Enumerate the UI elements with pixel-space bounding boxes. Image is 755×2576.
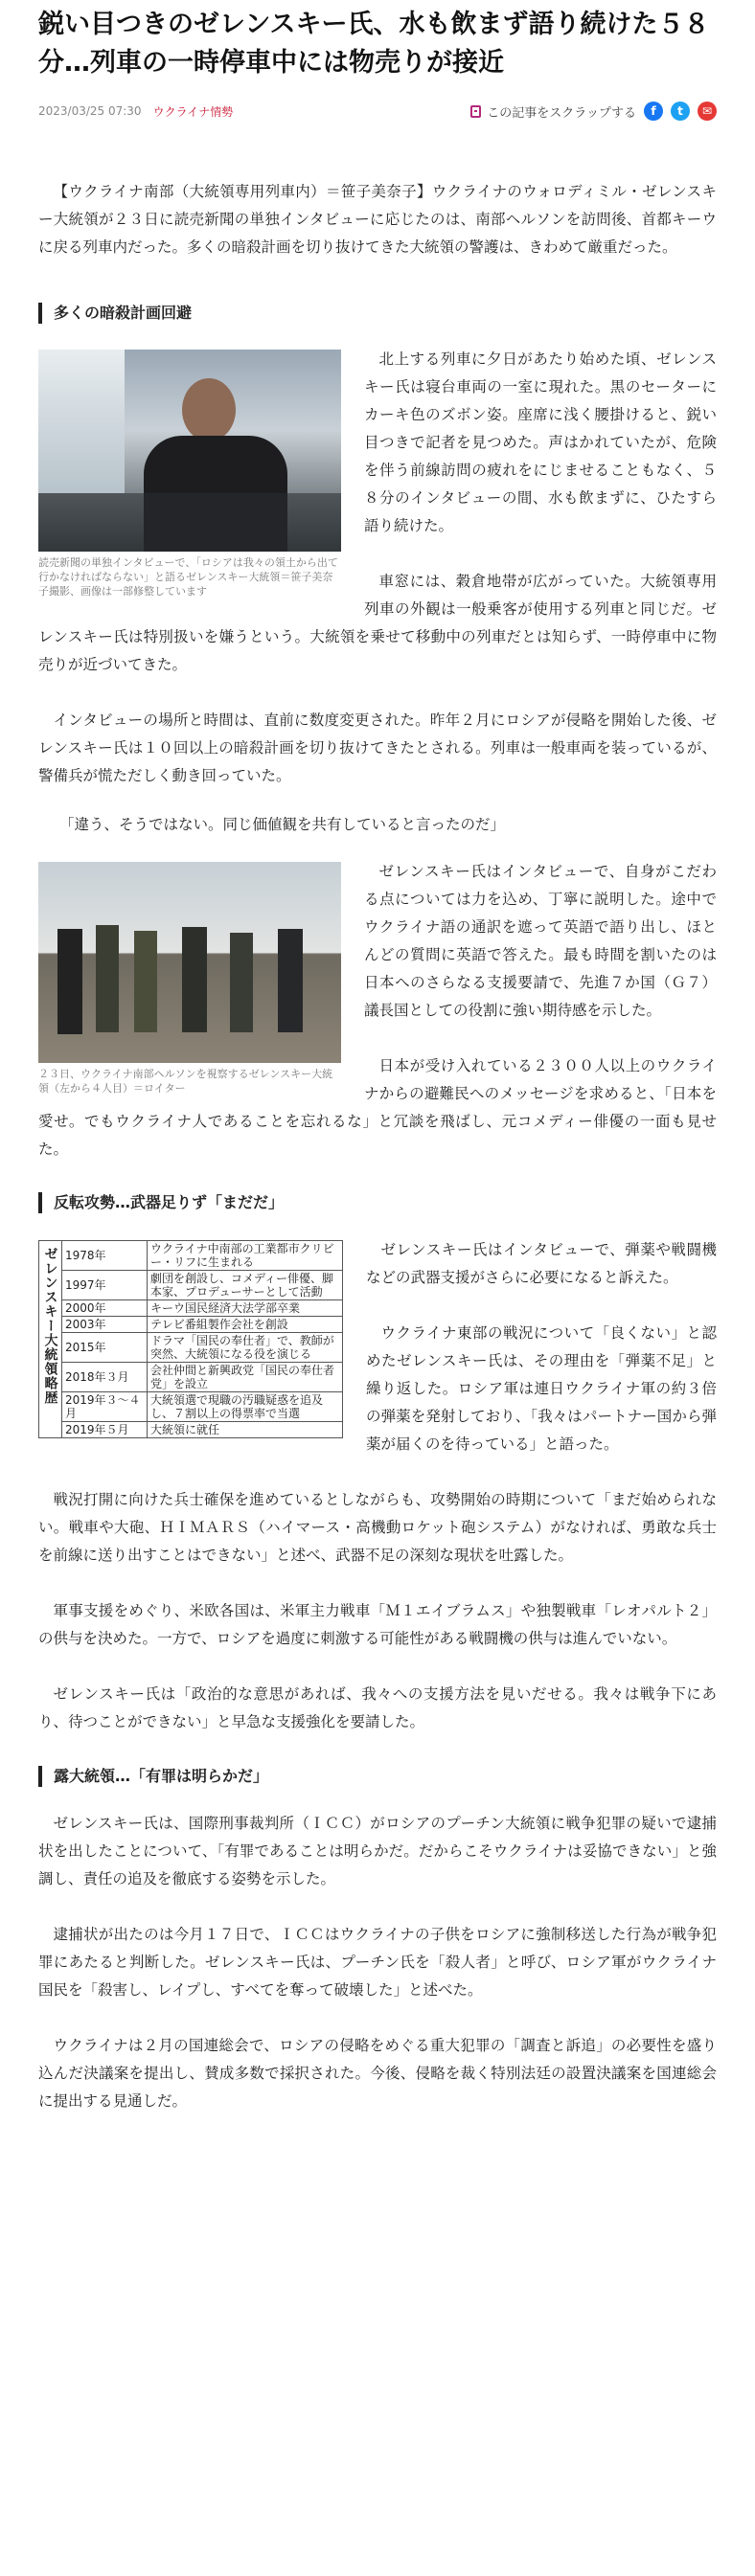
career-row	[62, 1422, 343, 1438]
kherson-photo-figure	[38, 862, 341, 1096]
section1-paragraph-3: インタビューの場所と時間は、直前に数度変更された。昨年２月にロシアが侵略を開始した後、ゼレンスキー氏は１０回以上の暗殺計画を切り抜けてきたとされる。列車は一般車両を装っているが、警備兵が慌ただしく動き回っていた。	[38, 712, 717, 784]
section2-paragraph-5: ゼレンスキー氏は「政治的な意思があれば、我々への支援方法を見いだせる。我々は戦争下にあり、待つことができない」と早急な支援強化を要請した。	[38, 1685, 717, 1730]
kherson-photo[interactable]	[38, 862, 341, 1063]
lead-paragraph: 【ウクライナ南部（大統領専用列車内）＝笹子美奈子】ウクライナのウォロディミル・ゼレンスキー大統領が２３日に読売新聞の単独インタビューに応じたのは、南部ヘルソンを訪問後、首都キーウに戻る列車内だった。多くの暗殺計画を切り抜けてきた大統領の警護は、きわめて厳重だった。	[38, 183, 717, 256]
career-table-wrap	[38, 1240, 343, 1438]
kherson-photo-caption: ２３日、ウクライナ南部ヘルソンを視察するゼレンスキー大統領（左から４人目）＝ロイター	[38, 1068, 333, 1095]
career-table	[61, 1240, 343, 1438]
bookmark-icon	[470, 105, 481, 118]
career-row	[62, 1300, 343, 1317]
scrap-button[interactable]	[470, 102, 636, 121]
career-table-body	[62, 1241, 343, 1438]
section2-paragraph-1: ゼレンスキー氏はインタビューで、弾薬や戦闘機などの武器支援がさらに必要になると訴えた。	[366, 1241, 717, 1286]
career-row	[62, 1363, 343, 1392]
career-event: 劇団を創設し、コメディー俳優、脚本家、プロデューサーとして活動	[148, 1271, 343, 1300]
category-link[interactable]: ウクライナ情勢	[152, 104, 234, 119]
article-title: 鋭い目つきのゼレンスキー氏、水も飲まず語り続けた５８分…列車の一時停車中には物売りが接近	[38, 10, 710, 78]
photo-person-head	[182, 378, 236, 441]
section2-block	[38, 1236, 717, 1736]
career-row	[62, 1392, 343, 1422]
section-heading-putin: 露大統領…「有罪は明らかだ」	[38, 1766, 717, 1787]
section3-paragraph-2: 逮捕状が出たのは今月１７日で、ＩＣＣはウクライナの子供をロシアに強制移送した行為が戦争犯罪にあたると判断した。ゼレンスキー氏は、プーチン氏を「殺人者」と呼び、ロシア軍がウクライナ国民を「殺害し、レイプし、すべてを奪って破壊した」と述べた。	[38, 1926, 717, 1999]
photo-figure-4	[182, 927, 207, 1032]
photo-figure-6	[278, 929, 303, 1032]
career-row	[62, 1271, 343, 1300]
section-heading-weapons: 反転攻勢…武器足りず「まだだ」	[38, 1192, 717, 1213]
scrap-label: この記事をスクラップする	[487, 105, 636, 121]
photo-window	[38, 350, 125, 493]
twitter-icon[interactable]: t	[671, 102, 690, 121]
photo-figure-5	[230, 933, 253, 1032]
section1-block	[38, 346, 717, 790]
interview-photo-figure	[38, 350, 341, 599]
career-year: 2015年	[62, 1333, 148, 1363]
career-row	[62, 1333, 343, 1363]
photo-figure-2	[96, 925, 119, 1032]
career-box	[38, 1240, 343, 1438]
career-row	[62, 1241, 343, 1271]
career-event: 会社仲間と新興政党「国民の奉仕者党」を設立	[148, 1363, 343, 1392]
section1-paragraph-5: 日本が受け入れている２３００人以上のウクライナからの避難民へのメッセージを求めると、「日本を愛せ。でもウクライナ人であることを忘れるな」と冗談を飛ばし、元コメディー俳優の一面も見せた。	[38, 1057, 717, 1158]
career-row	[62, 1317, 343, 1333]
section1-paragraph-2: 車窓には、穀倉地帯が広がっていた。大統領専用列車の外観は一般乗客が使用する列車と同じだ。ゼレンスキー氏は特別扱いを嫌うという。大統領を乗せて移動中の列車だとは知らず、一時停車中に物売りが近づいてきた。	[38, 573, 717, 673]
interview-photo-caption: 読売新聞の単独インタビューで、「ロシアは我々の領土から出て行かなければならない」と語るゼレンスキー大統領＝笹子美奈子撮影、画像は一部修整しています	[38, 556, 338, 598]
mail-icon[interactable]: ✉	[698, 102, 717, 121]
career-year: 2019年５月	[62, 1422, 148, 1438]
photo-figure-3	[134, 931, 157, 1032]
photo-figure-1	[57, 929, 82, 1034]
career-year: 1978年	[62, 1241, 148, 1271]
section1-block-2	[38, 858, 717, 1164]
section3-paragraph-3: ウクライナは２月の国連総会で、ロシアの侵略をめぐる重大犯罪の「調査と訴追」の必要性を盛り込んだ決議案を提出し、賛成多数で採択された。今後、侵略を裁く特別法廷の設置決議案を国連総会に提出する見通しだ。	[38, 2037, 717, 2110]
career-year: 1997年	[62, 1271, 148, 1300]
career-event: キーウ国民経済大法学部卒業	[148, 1300, 343, 1317]
career-year: 2019年３～４月	[62, 1392, 148, 1422]
interview-photo[interactable]	[38, 350, 341, 552]
career-year: 2018年３月	[62, 1363, 148, 1392]
photo-table	[38, 493, 341, 552]
section2-paragraph-2: ウクライナ東部の戦況について「良くない」と認めたゼレンスキー氏は、その理由を「弾薬不足」と繰り返した。ロシア軍は連日ウクライナ軍の約３倍の弾薬を発射しており、「我々はパートナー国から弾薬が届くのを待っている」と語った。	[366, 1324, 717, 1453]
article-meta	[38, 100, 717, 123]
publish-date: 2023/03/25 07:30	[38, 104, 142, 118]
section1-paragraph-4: ゼレンスキー氏はインタビューで、自身がこだわる点については力を込め、丁寧に説明した。途中でウクライナ語の通訳を遮って英語で語り出し、ほとんどの質問に英語で答えた。最も時間を割いたのは日本へのさらなる支援要請で、先進７か国（Ｇ７）議長国としての役割に強い期待感を示した。	[364, 863, 717, 1019]
career-title: ゼレンスキー大統領略歴	[38, 1240, 61, 1438]
career-year: 2000年	[62, 1300, 148, 1317]
pull-quote: 「違う、そうではない。同じ価値観を共有していると言ったのだ」	[59, 816, 506, 833]
section2-paragraph-3: 戦況打開に向けた兵士確保を進めているとしながらも、攻勢開始の時期について「まだ始められない。戦車や大砲、ＨＩＭＡＲＳ（ハイマース・高機動ロケット砲システム）がなければ、勇敢な兵士を前線に送り出すことはできない」と述べ、武器不足の深刻な現状を吐露した。	[38, 1491, 717, 1564]
career-event: ドラマ「国民の奉仕者」で、教師が突然、大統領になる役を演じる	[148, 1333, 343, 1363]
section2-paragraph-4: 軍事支援をめぐり、米欧各国は、米軍主力戦車「Ｍ１エイブラムス」や独製戦車「レオパルト２」の供与を決めた。一方で、ロシアを過度に刺激する可能性がある戦闘機の供与は進んでいない。	[38, 1602, 717, 1647]
section3-paragraph-1: ゼレンスキー氏は、国際刑事裁判所（ＩＣＣ）がロシアのプーチン大統領に戦争犯罪の疑いで逮捕状を出したことについて、「有罪であることは明らかだ。だからこそウクライナは妥協できない」と強調し、責任の追及を徹底する姿勢を示した。	[38, 1815, 717, 1887]
facebook-icon[interactable]: f	[644, 102, 663, 121]
career-event: ウクライナ中南部の工業都市クリビー・リフに生まれる	[148, 1241, 343, 1271]
career-year: 2003年	[62, 1317, 148, 1333]
section1-paragraph-1: 北上する列車に夕日があたり始めた頃、ゼレンスキー氏は寝台車両の一室に現れた。黒のセーターにカーキ色のズボン姿。座席に浅く腰掛けると、鋭い目つきで記者を見つめた。声はかれていたが、危険を伴う前線訪問の疲れをにじませることもなく、５８分のインタビューの間、水も飲まずに、ひたすら語り続けた。	[364, 350, 717, 534]
career-event: 大統領選で現職の汚職疑惑を追及し、７割以上の得票率で当選	[148, 1392, 343, 1422]
section-heading-assassination: 多くの暗殺計画回避	[38, 303, 717, 324]
career-event: テレビ番組製作会社を創設	[148, 1317, 343, 1333]
career-event: 大統領に就任	[148, 1422, 343, 1438]
